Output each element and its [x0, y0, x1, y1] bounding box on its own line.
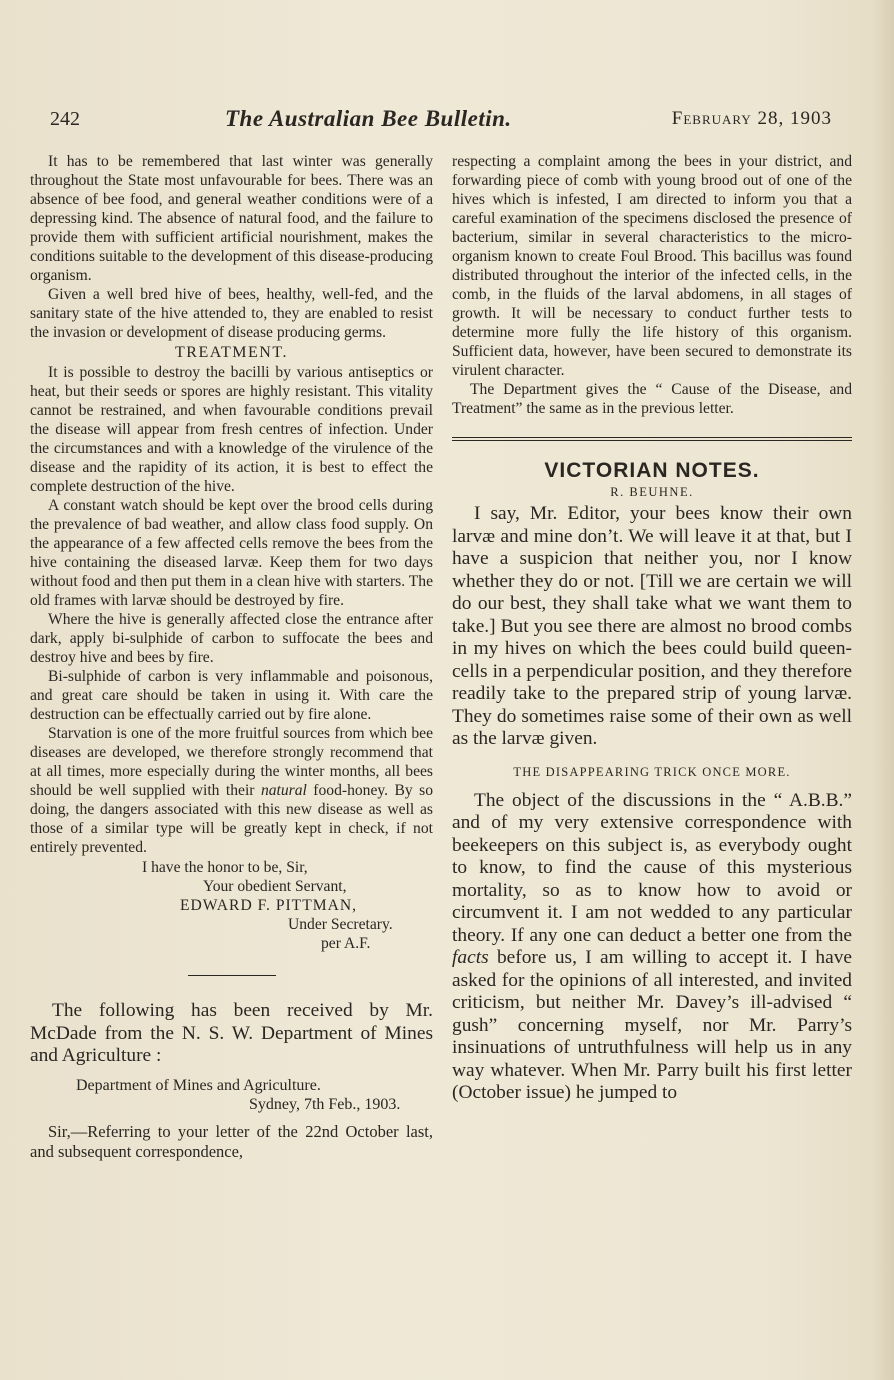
paragraph-constant-watch: A constant watch should be kept over the brood cells during the prevalence of bad weather, and allow class food supply. On the appearance of a few affected cells remove the bees from the hive containing the diseased larvæ. Keep them for two days without food and then put them in a clean hive with starters. The old frames with larvæ should be destroyed by fire. — [30, 497, 433, 609]
paragraph-hive-affected: Where the hive is generally affected close the entrance after dark, apply bi-sulphide of carbon to suffocate the bees and destroy hive and bees by fire. — [30, 611, 433, 666]
department-line: Department of Mines and Agriculture. — [76, 1076, 321, 1094]
page-edge-shadow — [872, 0, 894, 1380]
page-header — [50, 108, 832, 136]
right-column — [452, 152, 852, 1105]
intro-paragraph: The following has been received by Mr. McDade from the N. S. W. Department of Mines and Agriculture : — [30, 1000, 433, 1066]
page-number: 242 — [50, 108, 80, 130]
paragraph-destroy-bacilli: It is possible to destroy the bacilli by various antiseptics or heat, but their seeds or spores are highly resistant. This vitality cannot be restrained, and when favourable conditions prevail the disease will appear from fresh centres of infection. Under the circumstances and with a knowledge of the virulence of the disease and the rapidity of its action, it is best to effect the complete destruction of the hive. — [30, 364, 433, 495]
section-divider — [188, 975, 276, 976]
paragraph-department-gives: The Department gives the “ Cause of the Disease, and Treatment” the same as in the previous letter. — [452, 381, 852, 417]
signature-name: EDWARD F. PITTMAN, — [180, 897, 358, 914]
object-text-1: The object of the discussions in the “ A.B.B.” and of my very extensive correspondence with beekeepers on this subject is, as everybody ought to know, to find the cause of this mysterious mortality, so as to know how to avoid or circumvent it. I am not wedded to any particular theory. If any one can deduct a better one from the — [452, 789, 852, 946]
signature-per: per A.F. — [321, 935, 371, 952]
dateline: Sydney, 7th Feb., 1903. — [249, 1095, 401, 1113]
starvation-italic: natural — [260, 782, 307, 799]
paragraph-object-of-discussions — [452, 790, 852, 1105]
double-rule-divider — [452, 437, 852, 441]
object-text-2: before us, I am willing to accept it. I have asked for the opinions of all interested, and invited criticism, but neither Mr. Davey’s ill-advised “ gush” concerning myself, nor Mr. Parry’s insinuations of untruthfulness will help us in any way whatever. When Mr. Parry built his first letter (October issue) he jumped to — [452, 947, 852, 1103]
starvation-text-2: food-honey. By so doing, the dangers associated with this new disease as well as those of a similar type will be greatly kept in check, if not entirely prevented. — [30, 782, 434, 856]
issue-date: February 28, 1903 — [671, 108, 832, 129]
signature-block — [30, 858, 433, 953]
treatment-heading: TREATMENT. — [175, 344, 288, 361]
letter-continuation: respecting a complaint among the bees in your district, and forwarding piece of comb with young brood out of one of the hives which is infested, I am directed to inform you that a careful examination of the specimens disclosed the presence of bacterium, similar in several characteristics to the micro-organism known to create Foul Brood. This bacillus was found distributed throughout the interior of the infected cells, in the comb, in the fluids of the larval abdomens, in all stages of growth. It will be necessary to conduct further tests to determine more fully the life history of this organism. Sufficient data, however, have been secured to demonstrate its virulent character. — [452, 153, 852, 379]
paragraph-well-bred-hive: Given a well bred hive of bees, healthy, well-fed, and the sanitary state of the hive attended to, they are enabled to resist the invasion or development of disease producing germs. — [30, 286, 433, 341]
left-column — [30, 152, 433, 1162]
signature-title: Under Secretary. — [288, 916, 393, 933]
section-title-victorian-notes: VICTORIAN NOTES. — [544, 459, 760, 482]
signature-servant: Your obedient Servant, — [203, 878, 347, 895]
paragraph-starvation — [30, 724, 433, 857]
starvation-text-1: Starvation is one of the more fruitful sources from which bee diseases are developed, we therefore strongly recommend that at all times, more especially during the winter months, all bees should be well supplied with their — [30, 725, 433, 799]
subheading-disappearing-trick: THE DISAPPEARING TRICK ONCE MORE. — [513, 764, 791, 779]
signature-closing: I have the honor to be, Sir, — [142, 859, 308, 876]
paragraph-last-winter: It has to be remembered that last winter was generally throughout the State most unfavourable for bees. There was an absence of bee food, and general weather conditions were of a depressing kind. The absence of natural food, and the failure to provide them with sufficient artificial nourishment, makes the conditions suitable to the development of this disease-producing organism. — [30, 153, 433, 284]
paragraph-bisulphide: Bi-sulphide of carbon is very inflammable and poisonous, and great care should be taken in using it. With care the destruction can be effectually carried out by fire alone. — [30, 668, 433, 723]
journal-title: The Australian Bee Bulletin. — [225, 106, 512, 131]
letter-opening: Sir,—Referring to your letter of the 22nd October last, and subsequent correspondence, — [30, 1121, 433, 1161]
byline: R. BEUHNE. — [610, 485, 694, 499]
object-italic: facts — [452, 947, 489, 968]
paragraph-mr-editor: I say, Mr. Editor, your bees know their own larvæ and mine don’t. We will leave it at that, but I have a suspicion that neither you, nor I know whether they do or not. [Till we are certain we will do our best, they shall take what we want them to take.] But you see there are almost no brood combs in my hives on which the bees could build queen-cells in a perpendicular position, and they therefore readily take to the prepared strip of young larvæ. They do sometimes raise some of their own as well as the larvæ given. — [452, 503, 852, 749]
